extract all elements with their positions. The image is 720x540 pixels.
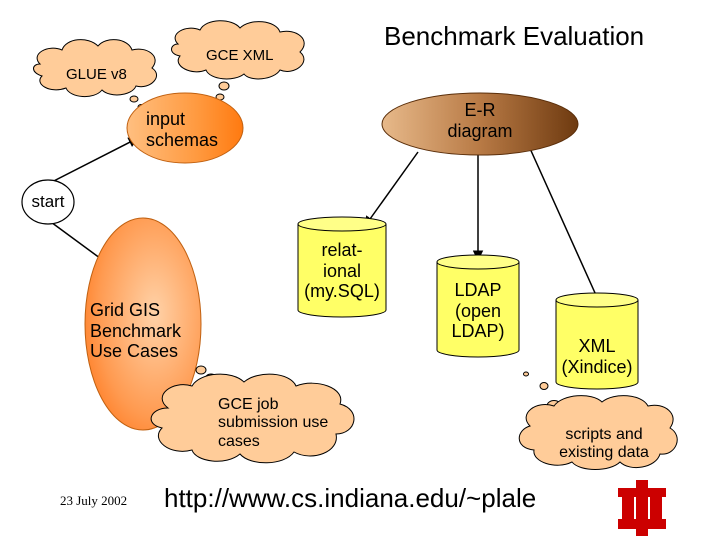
- relational-label: relat- ional (my.SQL): [304, 240, 380, 302]
- glue-label: GLUE v8: [66, 66, 127, 83]
- gce-job-label: GCE job submission use cases: [218, 396, 329, 450]
- glue-thought-bubble-1: [130, 96, 138, 102]
- footer-url[interactable]: http://www.cs.indiana.edu/~plale: [164, 483, 537, 513]
- gce-xml-label: GCE XML: [206, 47, 274, 64]
- footer-date: 23 July 2002: [60, 493, 128, 508]
- ldap-label: LDAP (open LDAP): [451, 280, 505, 342]
- slide-title: Benchmark Evaluation: [384, 21, 645, 51]
- arrow-er-to-relational: [365, 152, 418, 226]
- start-label: start: [31, 192, 65, 211]
- scripts-label: scripts and existing data: [559, 426, 649, 462]
- input-schemas-label: input schemas: [146, 109, 219, 150]
- gce-xml-thought-bubble-1: [219, 82, 229, 90]
- xml-label: XML (Xindice): [561, 336, 633, 377]
- iu-logo: [618, 480, 666, 536]
- arrow-er-to-xml: [528, 144, 600, 304]
- er-diagram-label: E-R diagram: [447, 100, 513, 141]
- grid-gis-label: Grid GIS Benchmark Use Cases: [90, 300, 182, 362]
